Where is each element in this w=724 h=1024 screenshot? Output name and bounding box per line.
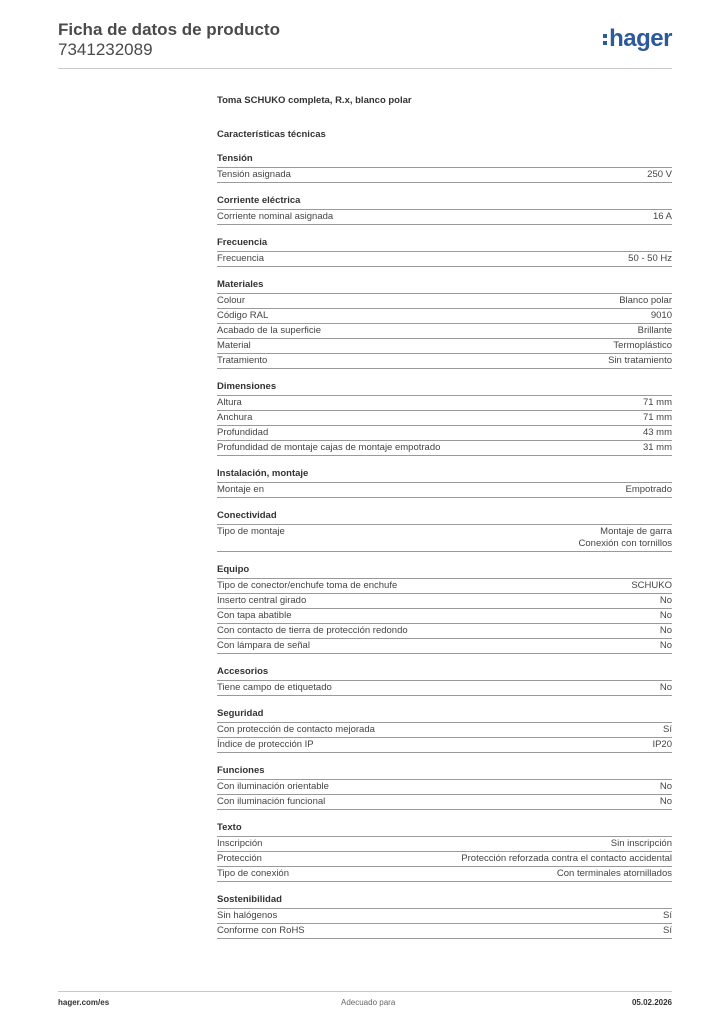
spec-row <box>217 780 672 795</box>
spec-value: 71 mm <box>642 397 672 408</box>
spec-value: 250 V <box>647 169 672 180</box>
group-title: Seguridad <box>217 708 672 723</box>
spec-group <box>217 765 672 810</box>
spec-row <box>217 738 672 753</box>
spec-row <box>217 723 672 738</box>
spec-row <box>217 867 672 882</box>
spec-label: Tratamiento <box>217 355 268 366</box>
spec-group <box>217 381 672 456</box>
spec-label: Altura <box>217 397 242 408</box>
spec-value: Sí <box>663 910 672 921</box>
page-header <box>58 20 672 60</box>
spec-label: Profundidad de montaje cajas de montaje empotrado <box>217 442 441 453</box>
spec-label: Corriente nominal asignada <box>217 211 334 222</box>
spec-value: Sin inscripción <box>610 838 672 849</box>
spec-label: Inserto central girado <box>217 595 307 606</box>
spec-label: Anchura <box>217 412 253 423</box>
spec-row <box>217 426 672 441</box>
spec-label: Con iluminación orientable <box>217 781 329 792</box>
spec-value: SCHUKO <box>631 580 672 591</box>
spec-row <box>217 396 672 411</box>
spec-label: Con iluminación funcional <box>217 796 326 807</box>
spec-label: Con protección de contacto mejorada <box>217 724 375 735</box>
spec-label: Con contacto de tierra de protección redondo <box>217 625 408 636</box>
group-title: Texto <box>217 822 672 837</box>
spec-value-line: Montaje de garra <box>600 526 672 537</box>
group-title: Equipo <box>217 564 672 579</box>
spec-row <box>217 909 672 924</box>
group-title: Instalación, montaje <box>217 468 672 483</box>
spec-row <box>217 483 672 498</box>
spec-label: Montaje en <box>217 484 265 495</box>
spec-value: 50 - 50 Hz <box>628 253 672 264</box>
spec-row <box>217 681 672 696</box>
spec-row <box>217 309 672 324</box>
hager-logo <box>603 26 672 52</box>
spec-row <box>217 594 672 609</box>
spec-label: Índice de protección IP <box>217 739 314 750</box>
spec-group <box>217 468 672 498</box>
spec-groups <box>217 153 672 939</box>
spec-row <box>217 624 672 639</box>
spec-label: Conforme con RoHS <box>217 925 305 936</box>
spec-value: Termoplástico <box>613 340 672 351</box>
group-title: Funciones <box>217 765 672 780</box>
group-title: Dimensiones <box>217 381 672 396</box>
spec-value: No <box>659 610 672 621</box>
spec-label: Tipo de montaje <box>217 526 285 537</box>
footer-divider <box>58 991 672 992</box>
spec-label: Tiene campo de etiquetado <box>217 682 332 693</box>
spec-row <box>217 354 672 369</box>
spec-value: No <box>659 625 672 636</box>
spec-value: IP20 <box>652 739 672 750</box>
spec-group <box>217 279 672 369</box>
spec-label: Código RAL <box>217 310 269 321</box>
spec-row <box>217 252 672 267</box>
spec-group <box>217 822 672 882</box>
spec-value: No <box>659 796 672 807</box>
product-name: Toma SCHUKO completa, R.x, blanco polar <box>217 95 412 106</box>
spec-value: 43 mm <box>642 427 672 438</box>
spec-row <box>217 837 672 852</box>
spec-label: Material <box>217 340 251 351</box>
spec-label: Protección <box>217 853 262 864</box>
spec-value: 9010 <box>650 310 672 321</box>
product-number: 7341232089 <box>58 40 153 59</box>
spec-value-line: Conexión con tornillos <box>578 538 672 549</box>
spec-value: No <box>659 595 672 606</box>
spec-label: Frecuencia <box>217 253 264 264</box>
spec-row <box>217 294 672 309</box>
group-title: Corriente eléctrica <box>217 195 672 210</box>
spec-value: Sin tratamiento <box>608 355 672 366</box>
spec-row <box>217 324 672 339</box>
spec-row <box>217 210 672 225</box>
spec-row <box>217 852 672 867</box>
spec-label: Sin halógenos <box>217 910 278 921</box>
spec-value: No <box>659 682 672 693</box>
footer-center-text: Adecuado para <box>341 998 396 1007</box>
spec-value: Blanco polar <box>619 295 672 306</box>
spec-row <box>217 639 672 654</box>
spec-group <box>217 195 672 225</box>
spec-row <box>217 924 672 939</box>
spec-value: No <box>659 781 672 792</box>
group-title: Conectividad <box>217 510 672 525</box>
spec-row <box>217 339 672 354</box>
spec-value: No <box>659 640 672 651</box>
footer-website-link[interactable]: hager.com/es <box>58 998 110 1007</box>
spec-value: 71 mm <box>642 412 672 423</box>
group-title: Materiales <box>217 279 672 294</box>
group-title: Sostenibilidad <box>217 894 672 909</box>
logo-dots-icon <box>603 32 607 46</box>
spec-value: Brillante <box>637 325 672 336</box>
document-title: Ficha de datos de producto <box>58 20 280 39</box>
spec-row <box>217 441 672 456</box>
spec-label: Inscripción <box>217 838 263 849</box>
spec-label: Profundidad <box>217 427 269 438</box>
spec-label: Con tapa abatible <box>217 610 292 621</box>
group-title: Tensión <box>217 153 672 168</box>
spec-group <box>217 510 672 552</box>
spec-row <box>217 795 672 810</box>
spec-value: Sí <box>663 724 672 735</box>
spec-row <box>217 168 672 183</box>
group-title: Frecuencia <box>217 237 672 252</box>
spec-row <box>217 411 672 426</box>
footer-date: 05.02.2026 <box>631 998 672 1007</box>
spec-label: Acabado de la superficie <box>217 325 322 336</box>
group-title: Accesorios <box>217 666 672 681</box>
spec-group <box>217 153 672 183</box>
spec-group <box>217 564 672 654</box>
spec-group <box>217 894 672 939</box>
spec-value: Con terminales atornillados <box>556 868 672 879</box>
spec-group <box>217 666 672 696</box>
header-divider <box>58 68 672 69</box>
spec-label: Tipo de conector/enchufe toma de enchufe <box>217 580 398 591</box>
section-heading: Características técnicas <box>217 129 326 140</box>
spec-value: Empotrado <box>625 484 672 495</box>
spec-row <box>217 579 672 594</box>
spec-value <box>579 526 672 550</box>
spec-value: 16 A <box>652 211 672 222</box>
spec-label: Tipo de conexión <box>217 868 290 879</box>
spec-group <box>217 708 672 753</box>
spec-row <box>217 609 672 624</box>
logo-text: hager <box>609 25 672 52</box>
spec-value: Sí <box>663 925 672 936</box>
page-footer <box>58 998 672 1010</box>
spec-value: Protección reforzada contra el contacto accidental <box>461 853 672 864</box>
spec-row <box>217 525 672 552</box>
spec-label: Con lámpara de señal <box>217 640 310 651</box>
spec-content <box>217 95 672 939</box>
spec-label: Colour <box>217 295 245 306</box>
spec-label: Tensión asignada <box>217 169 291 180</box>
spec-group <box>217 237 672 267</box>
spec-value: 31 mm <box>642 442 672 453</box>
